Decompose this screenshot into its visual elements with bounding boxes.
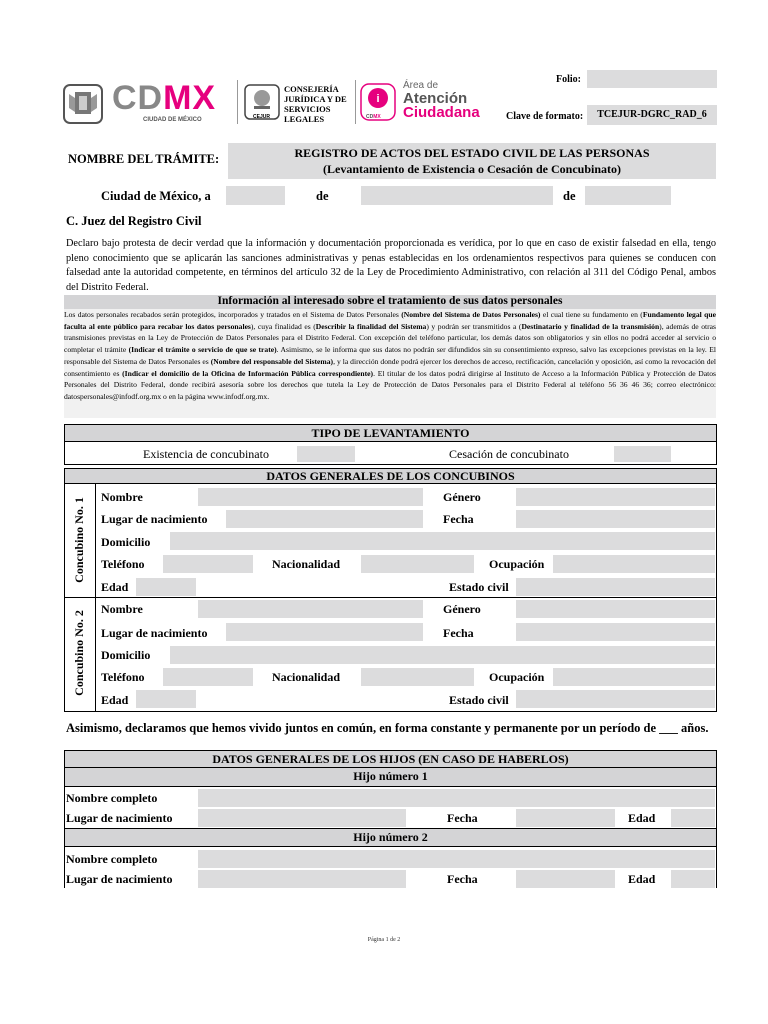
- cdmx-seal-icon: [63, 84, 103, 124]
- fecha-year-field[interactable]: [585, 186, 671, 205]
- domicilio-label: Domicilio: [101, 648, 151, 662]
- consejeria-text: CONSEJERÍA JURÍDICA Y DE SERVICIOS LEGALES: [284, 84, 347, 124]
- concubino-2-estado-civil-field[interactable]: [516, 690, 715, 708]
- lugar-label: Lugar de nacimiento: [101, 512, 208, 526]
- hijo-2-nombre-field[interactable]: [198, 850, 715, 868]
- concubino-1-ocupacion-field[interactable]: [553, 555, 715, 573]
- hijo-2-lugar-field[interactable]: [198, 870, 406, 888]
- asimismo-statement: Asimismo, declaramos que hemos vivido juntos en común, en forma constante y permanente por un período de ___ años.: [66, 721, 709, 735]
- fecha-label: Fecha: [447, 811, 478, 825]
- concubino-2-domicilio-field[interactable]: [170, 646, 715, 664]
- nombre-label: Nombre: [101, 490, 143, 504]
- hijo-1-nombre-field[interactable]: [198, 789, 715, 807]
- hijos-title: DATOS GENERALES DE LOS HIJOS (EN CASO DE HABERLOS): [64, 750, 717, 768]
- edad-label: Edad: [628, 811, 656, 825]
- fecha-month-field[interactable]: [361, 186, 553, 205]
- existencia-checkbox[interactable]: [297, 446, 355, 462]
- cejur-label: CEJUR: [253, 114, 270, 120]
- nombre-completo-label: Nombre completo: [66, 791, 158, 805]
- domicilio-label: Domicilio: [101, 535, 151, 549]
- divider: [355, 80, 356, 124]
- lugar-label: Lugar de nacimiento: [66, 872, 173, 886]
- concubino-2-fecha-field[interactable]: [516, 623, 715, 641]
- nombre-completo-label: Nombre completo: [66, 852, 158, 866]
- concubinos-title: DATOS GENERALES DE LOS CONCUBINOS: [64, 468, 717, 484]
- ocupacion-label: Ocupación: [489, 670, 545, 684]
- lugar-label: Lugar de nacimiento: [101, 626, 208, 640]
- concubino-2-nombre-field[interactable]: [198, 600, 423, 618]
- genero-label: Género: [443, 490, 481, 504]
- concubino-2-edad-field[interactable]: [136, 690, 196, 708]
- fecha-city-label: Ciudad de México, a: [101, 189, 211, 203]
- folio-field[interactable]: [587, 70, 717, 88]
- edad-label: Edad: [628, 872, 656, 886]
- fecha-de-label: de: [563, 189, 576, 203]
- tramite-title: REGISTRO DE ACTOS DEL ESTADO CIVIL DE LAS PERSONAS (Levantamiento de Existencia o Cesación de Concubinato): [228, 143, 716, 179]
- hijo-1-header: Hijo número 1: [64, 768, 717, 787]
- privacy-title: Información al interesado sobre el tratamiento de sus datos personales: [64, 295, 716, 309]
- concubino-2-lugar-field[interactable]: [226, 623, 423, 641]
- concubino-1-telefono-field[interactable]: [163, 555, 253, 573]
- hijo-2-edad-field[interactable]: [671, 870, 715, 888]
- concubino-2-ocupacion-field[interactable]: [553, 668, 715, 686]
- fecha-label: Fecha: [443, 512, 474, 526]
- hijo-1-fecha-field[interactable]: [516, 809, 615, 827]
- concubino-1-fecha-field[interactable]: [516, 510, 715, 528]
- telefono-label: Teléfono: [101, 557, 145, 571]
- concubino-1-nacionalidad-field[interactable]: [361, 555, 474, 573]
- cesacion-checkbox[interactable]: [614, 446, 671, 462]
- area-line2: Atención: [403, 90, 468, 107]
- tipo-title: TIPO DE LEVANTAMIENTO: [64, 424, 717, 442]
- nacionalidad-label: Nacionalidad: [272, 670, 341, 684]
- area-line3: Ciudadana: [403, 104, 480, 121]
- lugar-label: Lugar de nacimiento: [66, 811, 173, 825]
- fecha-label: Fecha: [447, 872, 478, 886]
- fecha-label: Fecha: [443, 626, 474, 640]
- area-line1: Área de: [403, 80, 439, 91]
- nacionalidad-label: Nacionalidad: [272, 557, 341, 571]
- clave-field: TCEJUR-DGRC_RAD_6: [587, 105, 717, 125]
- privacy-text: Los datos personales recabados serán protegidos, incorporados y tratados en el Sistema de Datos Personales (Nombre del Sistema de Datos Personales) el cual tiene su fundamento en (Fundamento legal que faculta al ente público para recabar los datos personales), cuya finalidad es (Describir la finalidad del Sistema) y podrán ser transmitidos a (Destinatario y finalidad de la transmisión), además de otras transmisiones previstas en la Ley de Protección de Datos Personales para el Distrito Federal. Con excepción del teléfono particular, los demás datos son obligatorios y sin ellos no podrá acceder al servicio o completar el trámite (Indicar el trámite o servicio de que se trate). Asimismo, se le informa que sus datos no podrán ser difundidos sin su consentimiento expreso, salvo las excepciones previstas en la ley. El responsable del Sistema de Datos Personales es (Nombre del responsable del Sistema), y la dirección donde podrá ejercer los derechos de acceso, rectificación, cancelación y oposición, así como la revocación del consentimiento es (Indicar el domicilio de la Oficina de Información Pública correspondiente). El titular de los datos podrá dirigirse al Instituto de Acceso a la Información Pública y Protección de Datos Personales del Distrito Federal, donde recibirá asesoría sobre los derechos que tutela la Ley de Protección de Datos Personales para el Distrito Federal al teléfono 56 36 46 36; correo electrónico: datospersonales@infodf.org.mx o en la página www.infodf.org.mx.: [64, 310, 716, 401]
- juez-heading: C. Juez del Registro Civil: [66, 214, 202, 228]
- concubino-1-lugar-field[interactable]: [226, 510, 423, 528]
- svg-text:i: i: [376, 93, 380, 105]
- divider: [95, 484, 96, 712]
- estado-civil-label: Estado civil: [449, 580, 509, 594]
- divider: [237, 80, 238, 124]
- divider: [64, 597, 717, 598]
- concubino-1-edad-field[interactable]: [136, 578, 196, 596]
- tipo-option-existencia: Existencia de concubinato: [143, 447, 269, 461]
- concubino-1-label: Concubino No. 1: [72, 497, 86, 583]
- concubino-2-genero-field[interactable]: [516, 600, 715, 618]
- hijo-2-header: Hijo número 2: [64, 828, 717, 847]
- concubino-1-domicilio-field[interactable]: [170, 532, 715, 550]
- hijo-2-fecha-field[interactable]: [516, 870, 615, 888]
- edad-label: Edad: [101, 693, 129, 707]
- concubino-1-nombre-field[interactable]: [198, 488, 423, 506]
- concubino-2-label: Concubino No. 2: [72, 610, 86, 696]
- fecha-day-field[interactable]: [226, 186, 285, 205]
- concubino-1-estado-civil-field[interactable]: [516, 578, 715, 596]
- nombre-label: Nombre: [101, 602, 143, 616]
- tipo-option-cesacion: Cesación de concubinato: [449, 447, 569, 461]
- ocupacion-label: Ocupación: [489, 557, 545, 571]
- cdmx-logo: CDMX: [112, 79, 217, 117]
- hijo-1-edad-field[interactable]: [671, 809, 715, 827]
- folio-label: Folio:: [556, 74, 581, 85]
- estado-civil-label: Estado civil: [449, 693, 509, 707]
- telefono-label: Teléfono: [101, 670, 145, 684]
- hijo-1-lugar-field[interactable]: [198, 809, 406, 827]
- concubino-2-nacionalidad-field[interactable]: [361, 668, 474, 686]
- genero-label: Género: [443, 602, 481, 616]
- page-number: Página 1 de 2: [367, 937, 401, 943]
- concubino-2-telefono-field[interactable]: [163, 668, 253, 686]
- cdmx-logo-subtitle: CIUDAD DE MÉXICO: [143, 117, 202, 123]
- fecha-de-label: de: [316, 189, 329, 203]
- edad-label: Edad: [101, 580, 129, 594]
- tramite-label: NOMBRE DEL TRÁMITE:: [68, 152, 220, 166]
- concubino-1-genero-field[interactable]: [516, 488, 715, 506]
- declaracion-text: Declaro bajo protesta de decir verdad que la información y documentación proporcionada es verídica, por lo que en caso de existir falsedad en ella, tengo pleno conocimiento que se aplicarán las sanciones administrativas y penas establecidas en los ordenamientos respectivos para quienes se conducen con falsedad ante la autoridad competente, en términos del artículo 32 de la Ley de Procedimiento Administrativo, con relación al 311 del Código Penal, ambos del Distrito Federal.: [66, 238, 716, 293]
- area-badge: CDMX: [366, 114, 381, 120]
- clave-label: Clave de formato:: [506, 111, 584, 122]
